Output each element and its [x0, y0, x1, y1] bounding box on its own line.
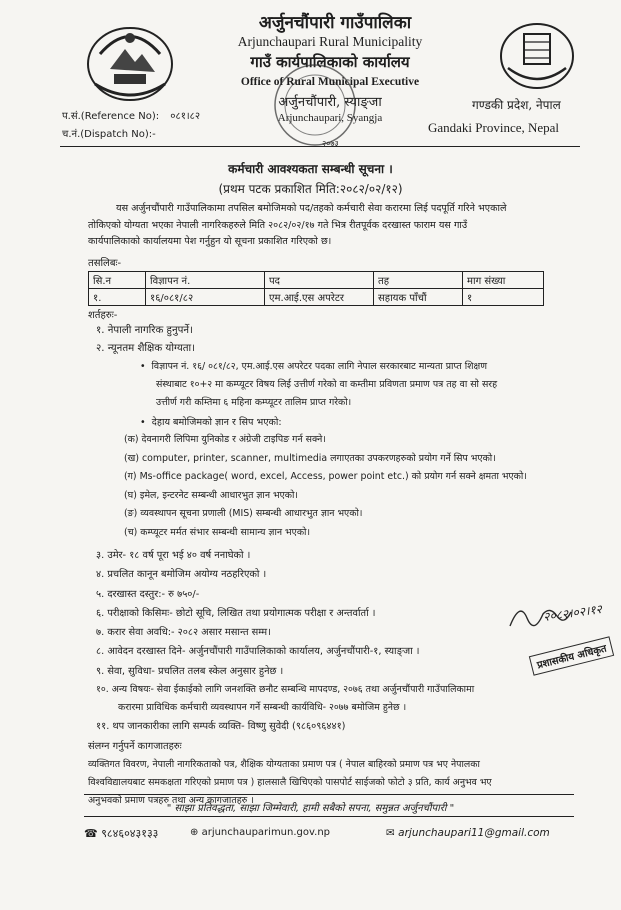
province-np: गण्डकी प्रदेश, नेपाल: [472, 98, 561, 112]
condition-item: ६. परीक्षाको किसिमः- छोटो सूचि, लिखित तथा प्रयोगात्मक परीक्षा र अन्तर्वार्ता ।: [96, 607, 376, 619]
signature-date: २०८२।०२।१२: [542, 601, 603, 625]
table-header: विज्ञापन नं.: [146, 272, 265, 289]
documents-label: संलग्न गर्नुपर्ने कागजातहरुः: [88, 741, 182, 752]
municipality-title-np: अर्जुनचौंपारी गाउँपालिका: [258, 13, 412, 33]
skill-item: (घ) इमेल, इन्टरनेट सम्बन्धी आधारभुत ज्ञान भएको।: [124, 489, 298, 501]
skill-item: (ङ) व्यवस्थापन सूचना प्रणाली (MIS) सम्बन्धी आधारभुत ज्ञान भएको।: [124, 508, 363, 520]
phone-icon: ☎: [84, 827, 98, 840]
skills-list: [124, 431, 584, 543]
website-link[interactable]: arjunchauparimun.gov.np: [201, 827, 331, 838]
table-header: माग संख्या: [463, 272, 544, 289]
bullet-line: • विज्ञापन नं. १६/ ०८१/८२, एम.आई.एस अपरेटर पदका लागि नेपाल सरकारबाट मान्यता प्राप्त शिक्षण: [140, 361, 487, 372]
table-cell: १.: [89, 289, 146, 306]
condition-item: ३. उमेर- १८ वर्ष पूरा भई ४० वर्ष ननाघेको ।: [96, 550, 251, 561]
condition-line: १०. अन्य विषयः- सेवा ईकाईको लागि जनशक्ति छनौट सम्बन्धि मापदण्ड, २०७६ तथा अर्जुनचौंपारी गाउँपालिकामा: [96, 684, 475, 695]
table-header: सि.न: [89, 272, 146, 289]
footer-slogan: " साझा प्रतिवद्धता, साझा जिम्मेवारी, हामी सबैको सपना, समुन्नत अर्जुनचौंपारी ": [166, 803, 455, 814]
intro-line: कार्यपालिकाको कार्यालयमा पेश गर्नुहुन यो सूचना प्रकाशित गरिएको छ।: [88, 236, 332, 247]
province-en: Gandaki Province, Nepal: [428, 120, 560, 135]
condition-item: २. न्यूनतम शैक्षिक योग्यता।: [96, 343, 196, 354]
table-header-row: [89, 272, 544, 289]
location-en: Arjunchaupari, Syangja: [277, 112, 383, 124]
table-header: पद: [265, 272, 374, 289]
tasil-label: तसलिबः-: [88, 258, 122, 269]
table-cell: १: [463, 289, 544, 306]
documents-line: व्यक्तिगत विवरण, नेपाली नागरिकताको पत्र, शैक्षिक योग्यताका प्रमाण पत्र ( नेपाल बाहिरको प्रमाण पत्र भए नेपालका: [88, 759, 480, 770]
condition-item: ४. प्रचलित कानून बमोजिम अयोग्य नठहरिएको ।: [96, 569, 267, 581]
skill-item: (क) देवनागरी लिपिमा युनिकोड र अंग्रेजी टाइपिङ गर्न सक्ने।: [124, 434, 326, 445]
office-round-stamp: [270, 60, 360, 150]
intro-line: यस अर्जुनचौंपारी गाउँपालिकामा तपसिल बमोजिमको पद/तहको कर्मचारी सेवा करारमा लिई पदपूर्ति गरिने भएकाले: [116, 203, 507, 214]
reference-value: ०८१।८२: [170, 111, 201, 122]
table-cell: सहायक पाँचौं: [374, 289, 463, 306]
condition-item-11: ११. थप जानकारीका लागि सम्पर्क व्यक्ति- विष्णु सुवेदी (९८६०९६४४१): [96, 721, 346, 732]
condition-item: ७. करार सेवा अवधि:- २०८२ असार मसान्त सम्म।: [96, 627, 271, 639]
table-cell: एम.आई.एस अपरेटर: [265, 289, 374, 306]
table-cell: १६/०८१/८२: [146, 289, 265, 306]
intro-paragraph: [88, 201, 588, 251]
skill-item: (च) कम्प्यूटर मर्मत संभार सम्बन्धी सामान्य ज्ञान भएको।: [124, 526, 311, 538]
table-header: तह: [374, 272, 463, 289]
table-row: [89, 289, 544, 306]
reference-label: प.सं.(Reference No):: [62, 111, 160, 122]
notice-subtitle: (प्रथम पटक प्रकाशित मिति:२०८२/०२/१२): [218, 182, 403, 196]
province-emblem-logo: [496, 20, 578, 92]
condition-line: करारमा प्राविधिक कर्मचारी व्यवस्थापन गर्ने सम्बन्धी कार्यविधि- २०७७ बमोजिम हुनेछ ।: [118, 702, 407, 713]
dispatch-label: च.नं.(Dispatch No):-: [62, 129, 156, 140]
vacancy-table: [88, 271, 544, 306]
footer-website[interactable]: [190, 827, 330, 838]
header-divider: [60, 146, 580, 147]
skill-item: (ग) Ms-office package( word, excel, Access, power point etc.) को प्रयोग गर्न सक्ने क्षमता भएको।: [124, 471, 527, 483]
bullet-icon: •: [140, 361, 152, 372]
globe-icon: ⊕: [190, 827, 199, 838]
bullet-icon: •: [140, 417, 152, 428]
notice-title: कर्मचारी आवश्यकता सम्बन्धी सूचना ।: [228, 162, 393, 176]
footer-phone: [84, 826, 158, 841]
email-link[interactable]: arjunchaupari11@gmail.com: [398, 827, 550, 839]
skill-item: (ख) computer, printer, scanner, multimedia लगाएतका उपकरणहरुको प्रयोग गर्ने सिप भएको।: [124, 452, 496, 464]
intro-line: तोकिएको योग्यता भएका नेपाली नागरिकहरुले मिति २०८२/०२/१७ गते भित्र रीतपूर्वक दरखास्त फाराम यस गाउँ: [88, 219, 468, 231]
footer-email[interactable]: [386, 827, 550, 839]
stamp-year: २०७३: [322, 139, 339, 148]
phone-number: ९८४६०४३१३३: [101, 827, 159, 840]
office-title-en: Office of Rural Municipal Executive: [240, 76, 420, 88]
condition-item: १. नेपाली नागरिक हुनुपर्ने।: [96, 325, 193, 336]
admin-officer-stamp: प्रशासकीय अधिकृत: [529, 636, 615, 676]
footer-divider: [84, 794, 574, 795]
condition-item: ८. आवेदन दरखास्त दिने- अर्जुनचौंपारी गाउँपालिकाको कार्यालय, अर्जुनचौंपारी-१, स्याङ्जा ।: [96, 646, 420, 658]
bullet-line: उत्तीर्ण गरी कम्तिमा ६ महिना कम्प्यूटर तालिम प्राप्त गरेको।: [156, 397, 352, 408]
footer-divider-2: [84, 816, 574, 817]
bullet-line: संस्थाबाट १०+२ मा कम्प्यूटर विषय लिई उत्तीर्ण गरेको वा कम्तीमा प्रविणता प्रमाण पत्र तह वा सो सरह: [156, 379, 498, 390]
municipality-title-en: Arjunchaupari Rural Municipality: [237, 34, 423, 49]
nepal-emblem-logo: [80, 14, 180, 104]
mail-icon: ✉: [386, 827, 395, 839]
condition-item-10: [96, 681, 596, 717]
skills-bullet: • देहाय बमोजिमको ज्ञान र सिप भएको:: [140, 417, 282, 428]
reference-line: [62, 108, 200, 122]
conditions-label: शर्तहरुः-: [88, 310, 118, 321]
qualification-bullet: [140, 358, 580, 412]
office-title-np: गाउँ कार्यपालिकाको कार्यालय: [250, 53, 410, 71]
documents-line: अनुभवको प्रमाण पत्रहरु तथा अन्य कागजातहरु ।: [88, 795, 254, 806]
condition-item: ९. सेवा, सुविधा- प्रचलित तलब स्केल अनुसार हुनेछ ।: [96, 665, 284, 677]
documents-line: विश्वविद्यालयबाट समकक्षता गरिएको प्रमाण पत्र ) हालसालै खिचिएको पासपोर्ट साईजको फोटो ३ प्रति, कार्य अनुभव भए: [88, 777, 492, 788]
condition-item: ५. दरखास्त दस्तुर:- रु ७५०/-: [96, 588, 200, 600]
location-np: अर्जुनचौंपारी, स्याङ्जा: [278, 95, 382, 110]
